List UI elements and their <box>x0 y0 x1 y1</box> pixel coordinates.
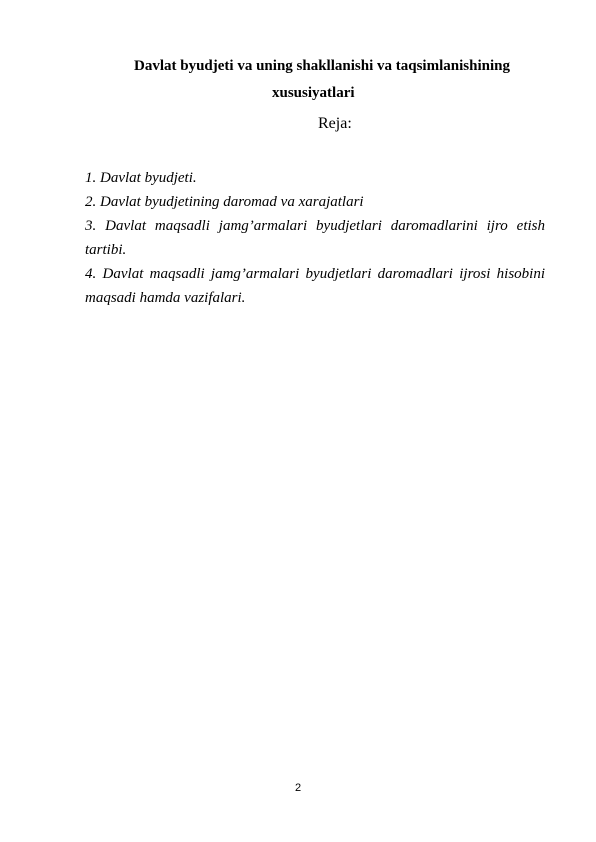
document-title-line-1: Davlat byudjeti va uning shakllanishi va taqsimlanishining <box>134 58 510 74</box>
document-title-line-2: xususiyatlari <box>272 85 355 101</box>
plan-item-4: 4. Davlat maqsadli jamg’armalari byudjetlari daromadlari ijrosi hisobini <box>85 266 545 282</box>
plan-item-1: 1. Davlat byudjeti. <box>85 170 197 186</box>
plan-list <box>85 166 545 310</box>
plan-heading: Reja: <box>318 115 352 132</box>
plan-item-4-continuation: maqsadi hamda vazifalari. <box>85 290 246 306</box>
plan-item-3-continuation: tartibi. <box>85 242 127 258</box>
page-number: 2 <box>294 782 302 794</box>
plan-item-2: 2. Davlat byudjetining daromad va xarajatlari <box>85 194 364 210</box>
plan-item-3: 3. Davlat maqsadli jamg’armalari byudjetlari daromadlarini ijro etish <box>85 218 545 234</box>
